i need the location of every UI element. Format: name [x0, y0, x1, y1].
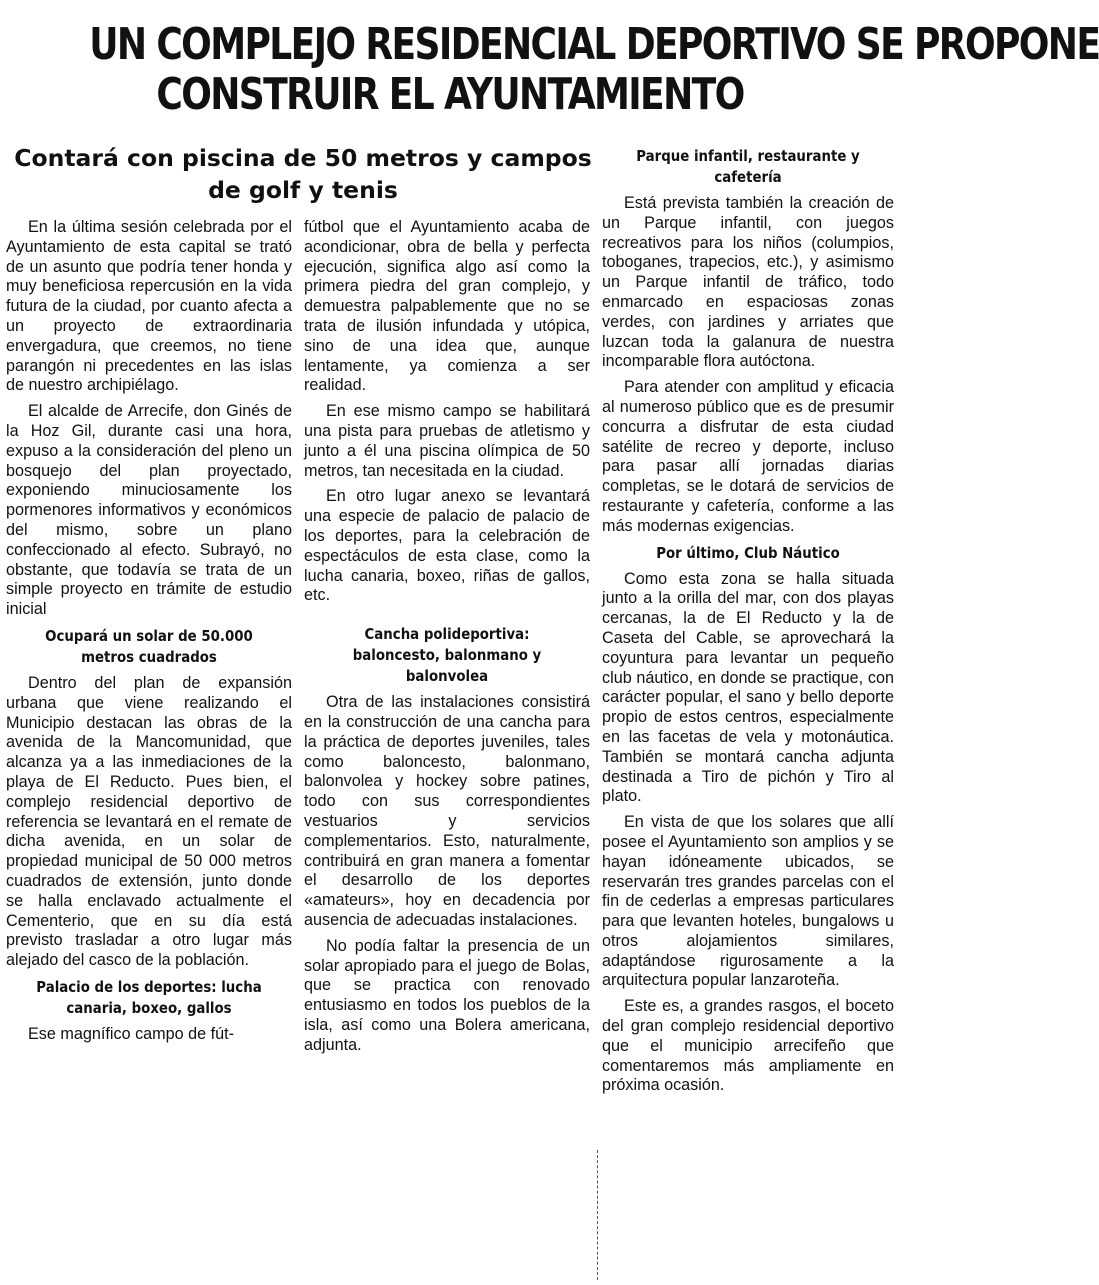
headline-line-1: UN COMPLEJO RESIDENCIAL DEPORTIVO SE PROPONE	[89, 19, 1099, 70]
section-heading: Palacio de los deportes: lucha canaria, boxeo, gallos	[36, 977, 262, 1017]
paragraph: El alcalde de Arrecife, don Ginés de la Hoz Gil, durante casi una hora, expuso a la consideración del pleno un bosquejo del plan proyectado, exponiendo minuciosamente los pormenores informativos y económicos del mismo, sobre un plano confeccionado al efecto. Subrayó, no obstante, que todavía se trata de un simple proyecto en trámite de estudio inicial	[6, 402, 292, 619]
subheadline: Contará con piscina de 50 metros y campos de golf y tenis	[14, 144, 592, 204]
article-column-3	[602, 142, 894, 1102]
headline-line-2: CONSTRUIR EL AYUNTAMIENTO	[156, 69, 744, 120]
paragraph: No podía faltar la presencia de un solar apropiado para el juego de Bolas, que se practica con renovado entusiasmo en todos los pueblos de la isla, así como una Bolera americana, adjunta.	[304, 936, 590, 1054]
paragraph: Otra de las instalaciones consistirá en la construcción de una cancha para la práctica de deportes juveniles, tales como baloncesto, balonmano, balonvolea y hockey sobre patines, todo con sus correspondientes vestuarios y servicios complementarios. Esto, naturalmente, contribuirá en gran manera a fomentar el desarrollo de los deportes «amateurs», hoy en decadencia por ausencia de adecuadas instalaciones.	[304, 693, 590, 929]
paragraph: Para atender con amplitud y eficacia al numeroso público que es de presumir concurra a disfrutar de esta ciudad satélite de recreo y deporte, incluso para pasar allí jornadas diarias completas, se le dotará de servicios de restaurante y cafetería, conforme a las más modernas exigencias.	[602, 378, 894, 535]
article-column-1	[6, 218, 292, 1051]
column-divider	[597, 1150, 598, 1280]
paragraph: Ese magnífico campo de fút-	[28, 1024, 235, 1043]
paragraph: Dentro del plan de expansión urbana que viene realizando el Municipio destacan las obras de la avenida de la Mancomunidad, que alcanza ya a las inmediaciones de la playa de El Reducto. Pues bien, el complejo residencial deportivo de referencia se levantará en el remate de dicha avenida, en un solar de propiedad municipal de 50 000 metros cuadrados de extensión, junto donde se halla enclavado actualmente el Cementerio, que en su día está previsto trasladar a otro lugar más alejado del casco de la población.	[6, 673, 292, 970]
section-heading: Cancha polideportiva: baloncesto, balonmano y balonvolea	[352, 625, 542, 686]
paragraph: En la última sesión celebrada por el Ayuntamiento de esta capital se trató de un asunto que podría tener honda y muy beneficiosa repercusión en la vida futura de la ciudad, por cuanto afecta a un proyecto de extraordinaria envergadura, que creemos, no tiene parangón ni precedentes en las islas de nuestro archipiélago.	[6, 218, 292, 395]
section-heading: Ocupará un solar de 50.000 metros cuadrados	[45, 626, 253, 666]
paragraph: fútbol que el Ayuntamiento acaba de acondicionar, obra de bella y perfecta ejecución, significa algo así como la primera piedra del gran complejo, y demuestra palpablemente que no se trata de ilusión infundada y utópica, sino de una idea que, aunque lentamente, ya comienza a ser realidad.	[304, 218, 590, 395]
paragraph: Está prevista también la creación de un Parque infantil, con juegos recreativos para los niños (columpios, toboganes, trapecios, etc.), y asimismo un Parque infantil de tráfico, todo enmarcado en espaciosas zonas verdes, con jardines y arriates que luzcan toda la galanura de nuestra incomparable flora autóctona.	[602, 194, 894, 371]
article-column-2	[304, 218, 590, 1061]
section-heading: Por último, Club Náutico	[656, 543, 840, 562]
paragraph: En otro lugar anexo se levantará una especie de palacio de palacio de los deportes, para la celebración de espectáculos de esta clase, como la lucha canaria, boxeo, riñas de gallos, etc.	[304, 487, 590, 605]
section-heading: Parque infantil, restaurante y cafetería	[636, 147, 860, 186]
paragraph: En vista de que los solares que allí posee el Ayuntamiento son amplios y se hayan idóneamente ubicados, se reservarán tres grandes parcelas con el fin de cederlas a empresas particulares para que levanten hoteles, bungalows u otros alojamientos similares, adaptándose rigurosamente a la arquitectura popular lanzaroteña.	[602, 813, 894, 990]
paragraph: Este es, a grandes rasgos, el boceto del gran complejo residencial deportivo que el municipio arrecifeño que comentaremos más ampliamente en próxima ocasión.	[602, 997, 894, 1095]
paragraph: Como esta zona se halla situada junto a la orilla del mar, con dos playas cercanas, la de El Reducto y la de Caseta del Cable, se aprovechará la coyuntura para levantar un pequeño club náutico, en donde se practique, con carácter popular, el sano y bello deporte propio de estos centros, especialmente en las facetas de vela y motonáutica. También se montará cancha adjunta destinada a Tiro de pichón y Tiro al plato.	[602, 569, 894, 806]
paragraph: En ese mismo campo se habilitará una pista para pruebas de atletismo y junto a él una piscina olímpica de 50 metros, tan necesitada en la ciudad.	[304, 402, 590, 480]
headline	[89, 19, 1099, 120]
